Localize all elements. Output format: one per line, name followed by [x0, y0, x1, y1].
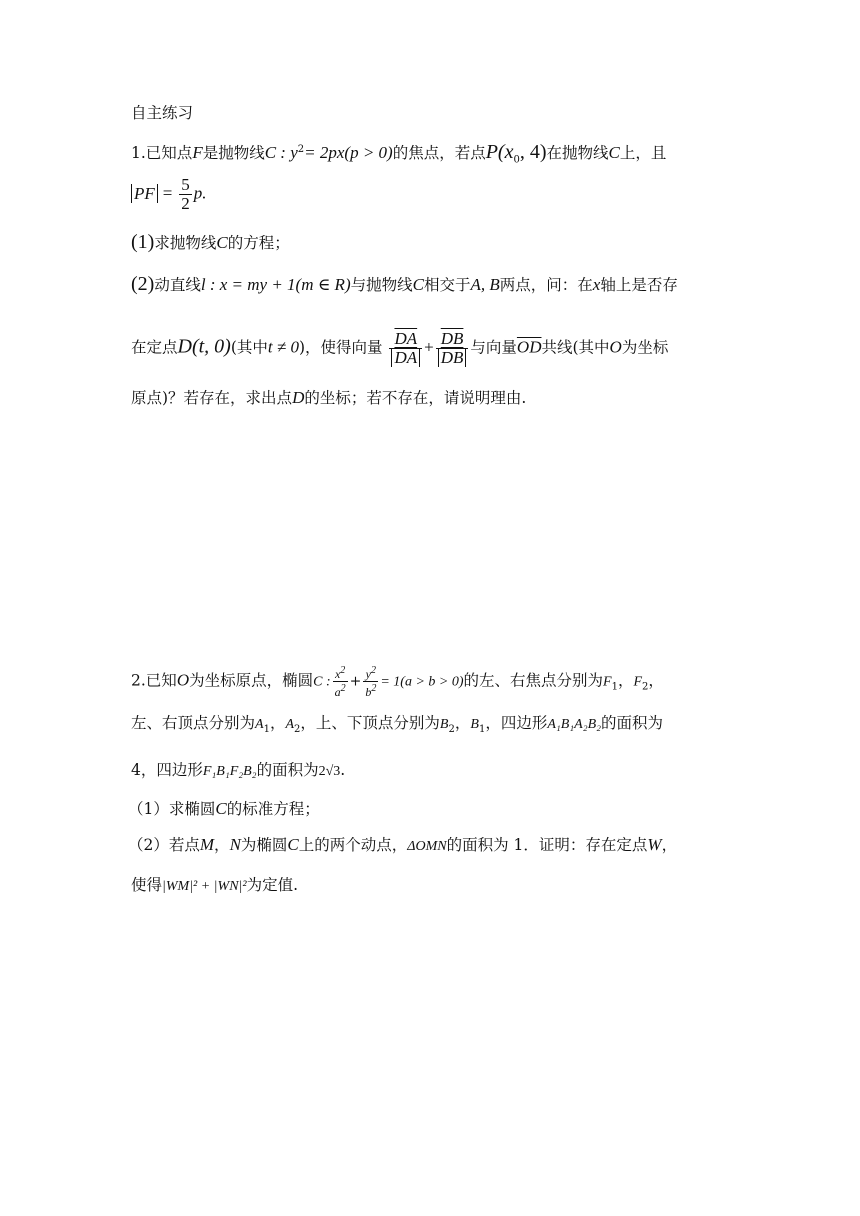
q1-line5: 在定点D(t, 0)(其中t ≠ 0)，使得向量 $\frac{\overline{DA}}{DA}$ + $\frac{\overline{DB}}{DB}$ 与向量$\overline{OD}$共线(其中O为坐标 — [131, 329, 669, 367]
q2-line1: 2.已知O为坐标原点，椭圆C : $\frac{x^2}{a^2}$ + $\frac{y^2}{b^2}$ = 1(a > b > 0)的左、右焦点分别为$F_1$，$F_2$， — [131, 665, 664, 699]
q1-line1: 1.已知点F是抛物线C : $y^2= 2px(p > 0)$的焦点，若点$P(x_0$, 4)在抛物线C上，且 — [131, 141, 667, 166]
fraction-da: $\frac{\overline{DA}}{DA}$ — [389, 330, 422, 367]
q1-part2: (2)动直线l : x = my + 1(m ∈ R)与抛物线C相交于A, B两点，问：在x轴上是否存 — [131, 273, 678, 295]
heading: 自主练习 — [131, 104, 194, 122]
q2-part1: （1）求椭圆C的标准方程； — [128, 799, 320, 818]
fraction-x2-a2: $\frac{x^2}{a^2}$ — [334, 665, 346, 699]
q2-line7: 使得|WM|² + |WN|²为定值. — [131, 876, 299, 894]
fraction-db: $\frac{\overline{DB}}{DB}$ — [436, 330, 469, 367]
fraction-y2-b2: $\frac{y^2}{b^2}$ — [365, 665, 377, 699]
q2-part2: （2）若点M，N为椭圆C上的两个动点，ΔOMN的面积为 1．证明：存在定点W， — [128, 835, 678, 854]
q2-line2: 左、右顶点分别为$A_1$，$A_2$，上、下顶点分别为$B_2$，$B_1$，四边形A₁B₁A₂B₂的面积为 — [131, 714, 664, 736]
q1-part1: (1)求抛物线C的方程； — [131, 231, 290, 253]
fraction-5-2: $\frac{5}{2}$ — [181, 175, 190, 213]
q2-line3: 4，四边形F₁B₁F₂B₂的面积为2√3. — [131, 761, 346, 779]
q1-line6: 原点)？若存在，求出点D的坐标；若不存在，请说明理由. — [131, 388, 527, 407]
q1-line2: PF = $\frac{5}{2}$ p. — [131, 176, 207, 213]
